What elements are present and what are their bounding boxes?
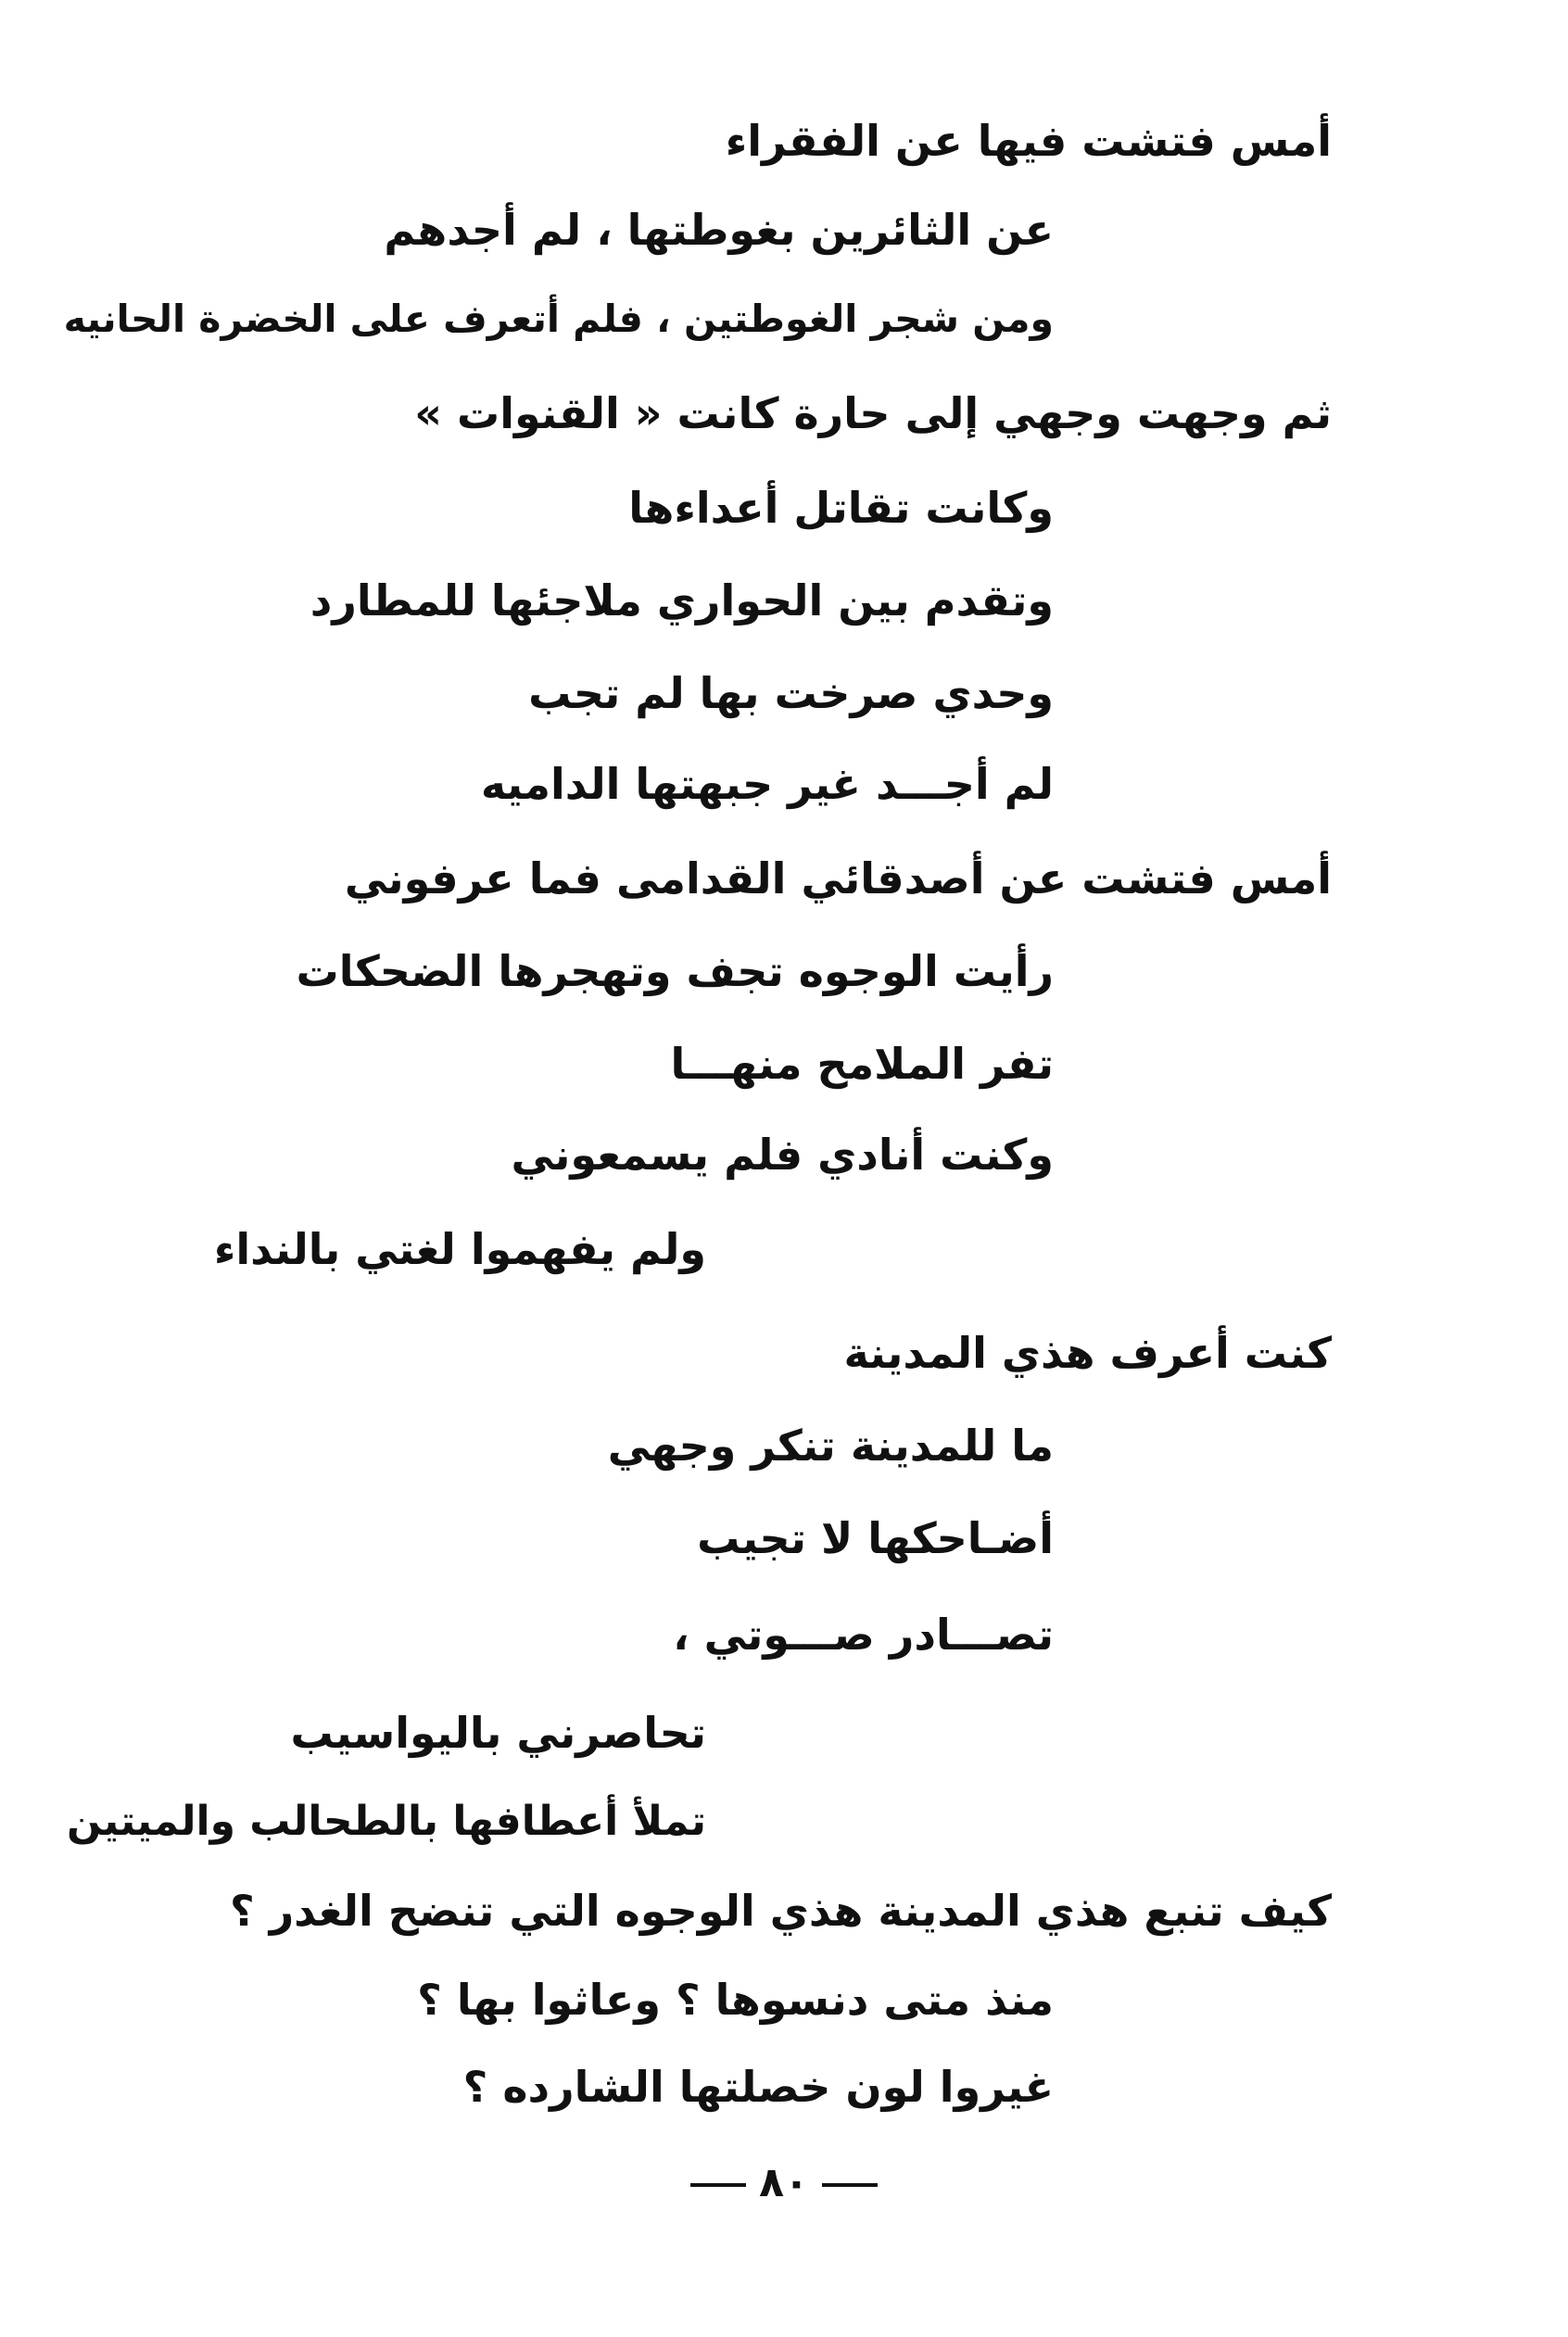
- poem-line: أمس فتشت فيها عن الفقراء: [725, 116, 1332, 166]
- poem-line: أضـاحكها لا تجيب: [697, 1513, 1054, 1563]
- poem-line: تملأ أعطافها بالطحالب والميتين: [67, 1798, 706, 1845]
- poem-line: تحاصرني باليواسيب: [290, 1708, 706, 1758]
- poem-line: منذ متى دنسوها ؟ وعاثوا بها ؟: [417, 1975, 1054, 2025]
- poem-line: غيروا لون خصلتها الشارده ؟: [462, 2062, 1054, 2112]
- poem-line: كنت أعرف هذي المدينة: [843, 1328, 1332, 1378]
- poem-line: أمس فتشت عن أصدقائي القدامى فما عرفوني: [344, 853, 1332, 903]
- poem-line: ما للمدينة تنكر وجهي: [607, 1421, 1054, 1471]
- poem-line: تصـــادر صـــوتي ،: [673, 1610, 1054, 1660]
- poem-line: كيف تنبع هذي المدينة هذي الوجوه التي تنضح الغدر ؟: [230, 1886, 1332, 1936]
- poem-line: ولم يفهموا لغتي بالنداء: [213, 1224, 706, 1274]
- poem-line: عن الثائرين بغوطتها ، لم أجدهم: [384, 205, 1054, 255]
- poem-line: وكانت تقاتل أعداءها: [628, 483, 1054, 533]
- poem-line: وحدي صرخت بها لم تجب: [528, 668, 1054, 718]
- poem-line: تفر الملامح منهـــا: [670, 1039, 1054, 1089]
- poem-line: لم أجـــد غير جبهتها الداميه: [480, 759, 1054, 809]
- folio-dash: [822, 2183, 878, 2187]
- poem-line: رأيت الوجوه تجف وتهجرها الضحكات: [296, 946, 1054, 996]
- poem-line: ومن شجر الغوطتين ، فلم أتعرف على الخضرة الحانيه: [63, 297, 1054, 341]
- page-number: [0, 2159, 1568, 2206]
- poem-line: وتقدم بين الحواري ملاجئها للمطارد: [310, 575, 1054, 625]
- poem-line: وكنت أنادي فلم يسمعوني: [511, 1130, 1054, 1180]
- poem-line: ثم وجهت وجهي إلى حارة كانت « القنوات »: [414, 388, 1332, 438]
- page-number-text: ٨٠: [759, 2159, 809, 2206]
- folio-dash: [690, 2183, 746, 2187]
